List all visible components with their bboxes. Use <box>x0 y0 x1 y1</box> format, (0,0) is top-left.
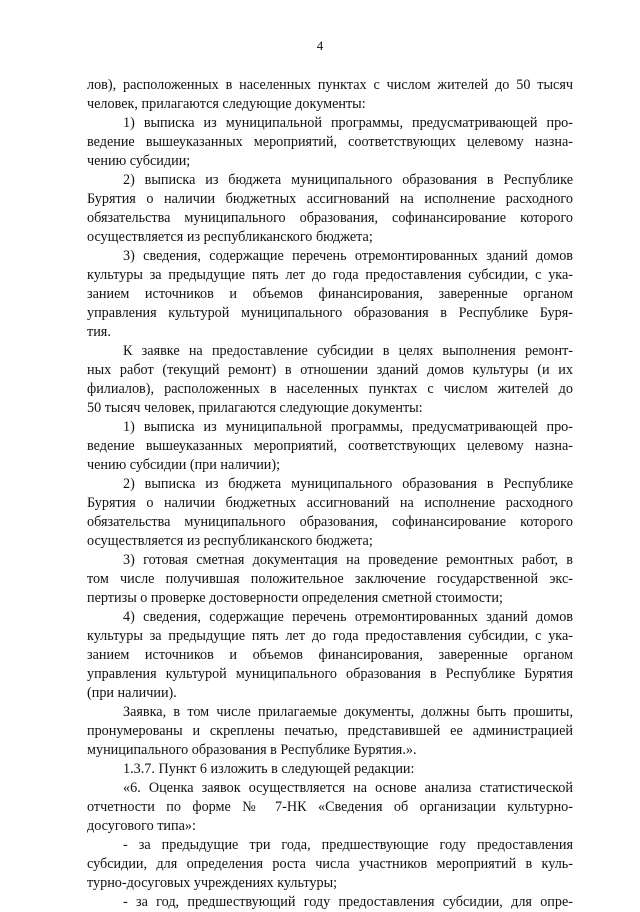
text-line: управления культурой муниципального образования в Республике Буря- <box>87 305 573 321</box>
text-line: тия. <box>87 324 111 340</box>
text-line: муниципального образования в Республике Бурятия.». <box>87 742 417 758</box>
text-line: Заявка, в том числе прилагаемые документы, должны быть прошиты, <box>123 704 573 720</box>
text-line: пертизы о проверке достоверности определения сметной стоимости; <box>87 590 503 606</box>
text-line: пронумерованы и скреплены печатью, представившей ее администрацией <box>87 723 573 739</box>
text-line: 3) готовая сметная документация на проведение ремонтных работ, в <box>123 552 573 568</box>
text-line: - за предыдущие три года, предшествующие году предоставления <box>123 837 573 853</box>
text-line: культуры за предыдущие пять лет до года предоставления субсидии, с ука- <box>87 267 573 283</box>
text-line: К заявке на предоставление субсидии в целях выполнения ремонт- <box>123 343 573 359</box>
text-line: обязательства муниципального образования, софинансирование которого <box>87 210 573 226</box>
text-line: чению субсидии; <box>87 153 191 169</box>
text-line: осуществляется из республиканского бюджета; <box>87 533 373 549</box>
document-body <box>87 76 573 912</box>
text-line: занием источников и объемов финансирования, заверенные органом <box>87 286 573 302</box>
text-line: (при наличии). <box>87 685 177 701</box>
text-line: 1) выписка из муниципальной программы, предусматривающей про- <box>123 115 573 131</box>
text-line: субсидии, для определения роста числа участников мероприятий в куль- <box>87 856 573 872</box>
text-line: - за год, предшествующий году предоставления субсидии, для опре- <box>123 894 573 910</box>
text-line: человек, прилагаются следующие документы: <box>87 96 366 112</box>
text-line: Бурятия о наличии бюджетных ассигнований на исполнение расходного <box>87 495 573 511</box>
text-line: 1.3.7. Пункт 6 изложить в следующей редакции: <box>123 761 415 777</box>
page-number: 4 <box>316 38 324 53</box>
text-line: лов), расположенных в населенных пунктах с числом жителей до 50 тысяч <box>87 77 573 93</box>
text-line: осуществляется из республиканского бюджета; <box>87 229 373 245</box>
text-line: управления культурой муниципального образования в Республике Бурятия <box>87 666 573 682</box>
text-line: чению субсидии (при наличии); <box>87 457 281 473</box>
text-line: отчетности по форме № 7-НК «Сведения об организации культурно- <box>87 799 573 815</box>
text-line: досугового типа»: <box>87 818 196 834</box>
text-line: Бурятия о наличии бюджетных ассигнований на исполнение расходного <box>87 191 573 207</box>
text-line: «6. Оценка заявок осуществляется на основе анализа статистической <box>123 780 573 796</box>
text-line: 2) выписка из бюджета муниципального образования в Республике <box>123 476 573 492</box>
text-line: том числе получившая положительное заключение государственной экс- <box>87 571 573 587</box>
text-line: ных работ (текущий ремонт) в отношении зданий домов культуры (и их <box>87 362 573 378</box>
text-line: культуры за предыдущие пять лет до года предоставления субсидии, с ука- <box>87 628 573 644</box>
text-line: занием источников и объемов финансирования, заверенные органом <box>87 647 573 663</box>
text-line: обязательства муниципального образования, софинансирование которого <box>87 514 573 530</box>
text-line: 2) выписка из бюджета муниципального образования в Республике <box>123 172 573 188</box>
text-line: филиалов), расположенных в населенных пунктах с числом жителей до <box>87 381 573 397</box>
text-line: турно-досуговых учреждениях культуры; <box>87 875 338 891</box>
text-line: 4) сведения, содержащие перечень отремонтированных зданий домов <box>123 609 573 625</box>
text-line: ведение вышеуказанных мероприятий, соответствующих целевому назна- <box>87 134 573 150</box>
text-line: ведение вышеуказанных мероприятий, соответствующих целевому назна- <box>87 438 573 454</box>
text-line: 50 тысяч человек, прилагаются следующие документы: <box>87 400 423 416</box>
text-line: 3) сведения, содержащие перечень отремонтированных зданий домов <box>123 248 573 264</box>
text-line: 1) выписка из муниципальной программы, предусматривающей про- <box>123 419 573 435</box>
